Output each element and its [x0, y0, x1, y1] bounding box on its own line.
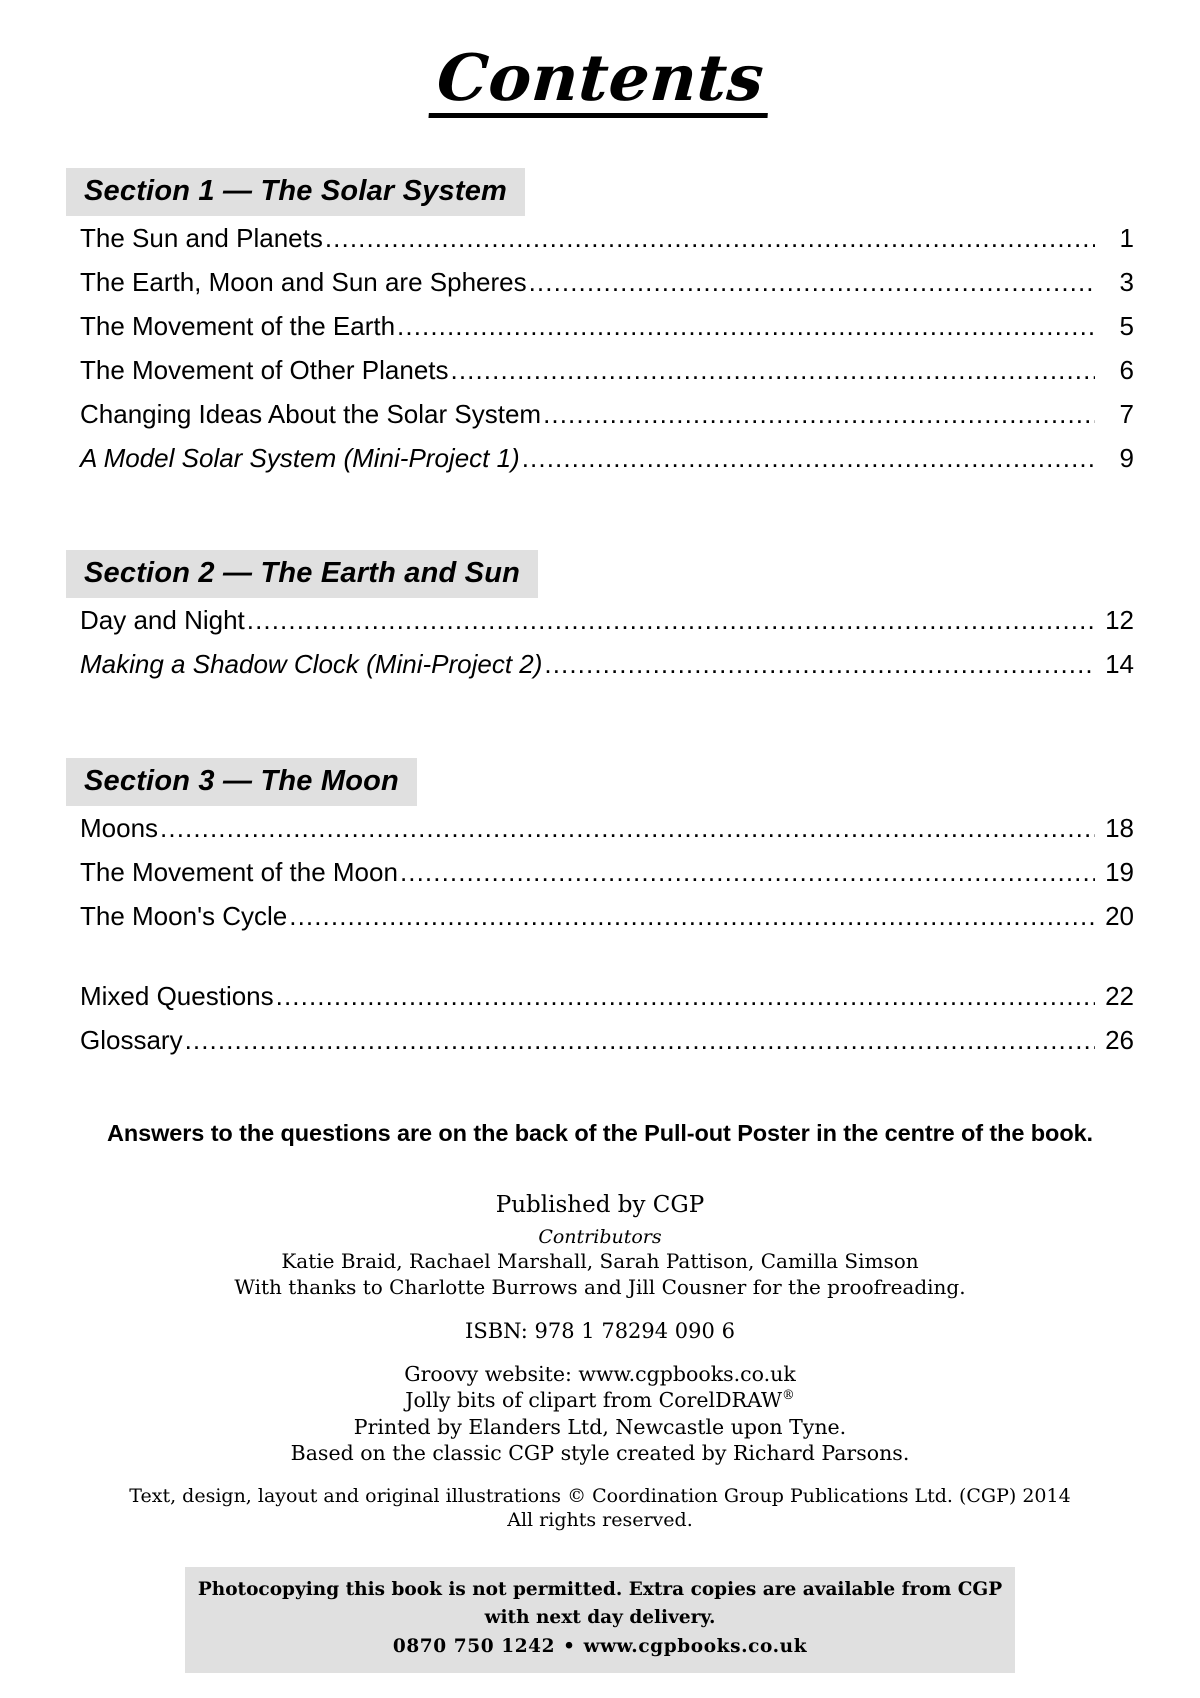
toc-list-3: [66, 806, 1134, 938]
dot-leader: [400, 859, 1095, 885]
toc-entry-label: The Moon's Cycle: [80, 901, 288, 932]
toc-entry-page: 7: [1119, 399, 1134, 430]
toc-entry[interactable]: [66, 304, 1134, 348]
photocopy-banner-line2: [193, 1633, 1007, 1662]
toc-entry-label: The Movement of Other Planets: [80, 355, 449, 386]
section-block-1: [66, 168, 1134, 480]
toc-entry-page: 14: [1105, 649, 1134, 680]
rights-line: All rights reserved.: [507, 1509, 693, 1532]
toc-entry[interactable]: [66, 974, 1134, 1018]
toc-entry-page: 19: [1105, 857, 1134, 888]
dot-leader: [276, 983, 1095, 1009]
dot-leader: [325, 225, 1095, 251]
thanks-line: With thanks to Charlotte Burrows and Jill Cousner for the proofreading.: [234, 1274, 966, 1299]
toc-entry[interactable]: [66, 598, 1134, 642]
copyright-line: Text, design, layout and original illustrations © Coordination Group Publications Ltd. (CGP) 2014: [129, 1485, 1071, 1508]
section-header-1: Section 1 — The Solar System: [66, 168, 525, 216]
toc-entry-page: 12: [1105, 605, 1134, 636]
toc-list-2: [66, 598, 1134, 686]
page-title: Contents: [428, 46, 772, 118]
printed-by-line: Printed by Elanders Ltd, Newcastle upon Tyne.: [353, 1414, 847, 1439]
toc-list-extra: [66, 974, 1134, 1062]
dot-leader: [544, 651, 1095, 677]
spacer: [66, 938, 1134, 974]
dot-leader: [522, 445, 1095, 471]
bullet-separator-icon: •: [563, 1635, 576, 1657]
toc-entry[interactable]: [66, 260, 1134, 304]
dot-leader: [451, 357, 1095, 383]
toc-entry-label: Mixed Questions: [80, 981, 274, 1012]
photocopy-banner-line1: Photocopying this book is not permitted. Extra copies are available from CGP with next day delivery.: [197, 1578, 1003, 1629]
toc-entry[interactable]: [66, 348, 1134, 392]
page-title-container: [66, 0, 1134, 118]
dot-leader: [289, 903, 1095, 929]
toc-entry-page: 22: [1105, 981, 1134, 1012]
dot-leader: [543, 401, 1095, 427]
published-by: Published by CGP: [495, 1192, 705, 1219]
toc-entry-page: 20: [1105, 901, 1134, 932]
section-block-3: [66, 758, 1134, 938]
toc-entry[interactable]: [66, 894, 1134, 938]
toc-entry[interactable]: [66, 1018, 1134, 1062]
toc-entry-label: The Movement of the Earth: [80, 311, 396, 342]
contact-phone: 0870 750 1242: [392, 1635, 556, 1657]
publisher-block: [66, 1191, 1134, 1532]
clipart-text: Jolly bits of clipart from CorelDRAW: [405, 1388, 783, 1413]
dot-leader: [247, 607, 1095, 633]
clipart-line: [66, 1387, 1134, 1413]
dot-leader: [529, 269, 1095, 295]
section-block-2: [66, 550, 1134, 686]
toc-entry-page: 1: [1119, 223, 1134, 254]
isbn-line: ISBN: 978 1 78294 090 6: [465, 1319, 735, 1344]
toc-entry[interactable]: [66, 850, 1134, 894]
website-line: Groovy website: www.cgpbooks.co.uk: [404, 1362, 796, 1387]
toc-entry-label: The Movement of the Moon: [80, 857, 398, 888]
section-header-2: Section 2 — The Earth and Sun: [66, 550, 538, 598]
toc-entry[interactable]: [66, 806, 1134, 850]
toc-entry-label: The Sun and Planets: [80, 223, 323, 254]
dot-leader: [185, 1027, 1095, 1053]
toc-entry-label: Making a Shadow Clock (Mini-Project 2): [80, 649, 543, 680]
toc-entry-label: Changing Ideas About the Solar System: [80, 399, 542, 430]
toc-entry-page: 18: [1105, 813, 1134, 844]
contributors-label: Contributors: [538, 1225, 662, 1248]
spacer: [66, 1300, 1134, 1318]
toc-entry-page: 5: [1119, 311, 1134, 342]
dot-leader: [160, 815, 1095, 841]
answers-note: Answers to the questions are on the back of the Pull-out Poster in the centre of the book.: [107, 1120, 1093, 1147]
toc-entry-label: The Earth, Moon and Sun are Spheres: [80, 267, 527, 298]
contact-website: www.cgpbooks.co.uk: [583, 1635, 808, 1657]
toc-entry[interactable]: [66, 392, 1134, 436]
photocopy-banner: [185, 1567, 1015, 1673]
toc-entry[interactable]: [66, 436, 1134, 480]
toc-entry-page: 6: [1119, 355, 1134, 386]
registered-trademark-icon: ®: [782, 1387, 795, 1403]
toc-entry-page: 3: [1119, 267, 1134, 298]
section-header-3: Section 3 — The Moon: [66, 758, 417, 806]
toc-entry[interactable]: [66, 216, 1134, 260]
toc-entry[interactable]: [66, 642, 1134, 686]
contributors-names: Katie Braid, Rachael Marshall, Sarah Pattison, Camilla Simson: [281, 1249, 919, 1274]
dot-leader: [397, 313, 1095, 339]
toc-entry-label: A Model Solar System (Mini-Project 1): [80, 443, 520, 474]
toc-list-1: [66, 216, 1134, 480]
based-on-line: Based on the classic CGP style created by Richard Parsons.: [290, 1440, 910, 1465]
spacer: [66, 1345, 1134, 1361]
toc-entry-page: 9: [1119, 443, 1134, 474]
toc-entry-label: Glossary: [80, 1025, 183, 1056]
toc-entry-label: Moons: [80, 813, 159, 844]
toc-entry-label: Day and Night: [80, 605, 245, 636]
toc-entry-page: 26: [1105, 1025, 1134, 1056]
spacer: [66, 1466, 1134, 1484]
